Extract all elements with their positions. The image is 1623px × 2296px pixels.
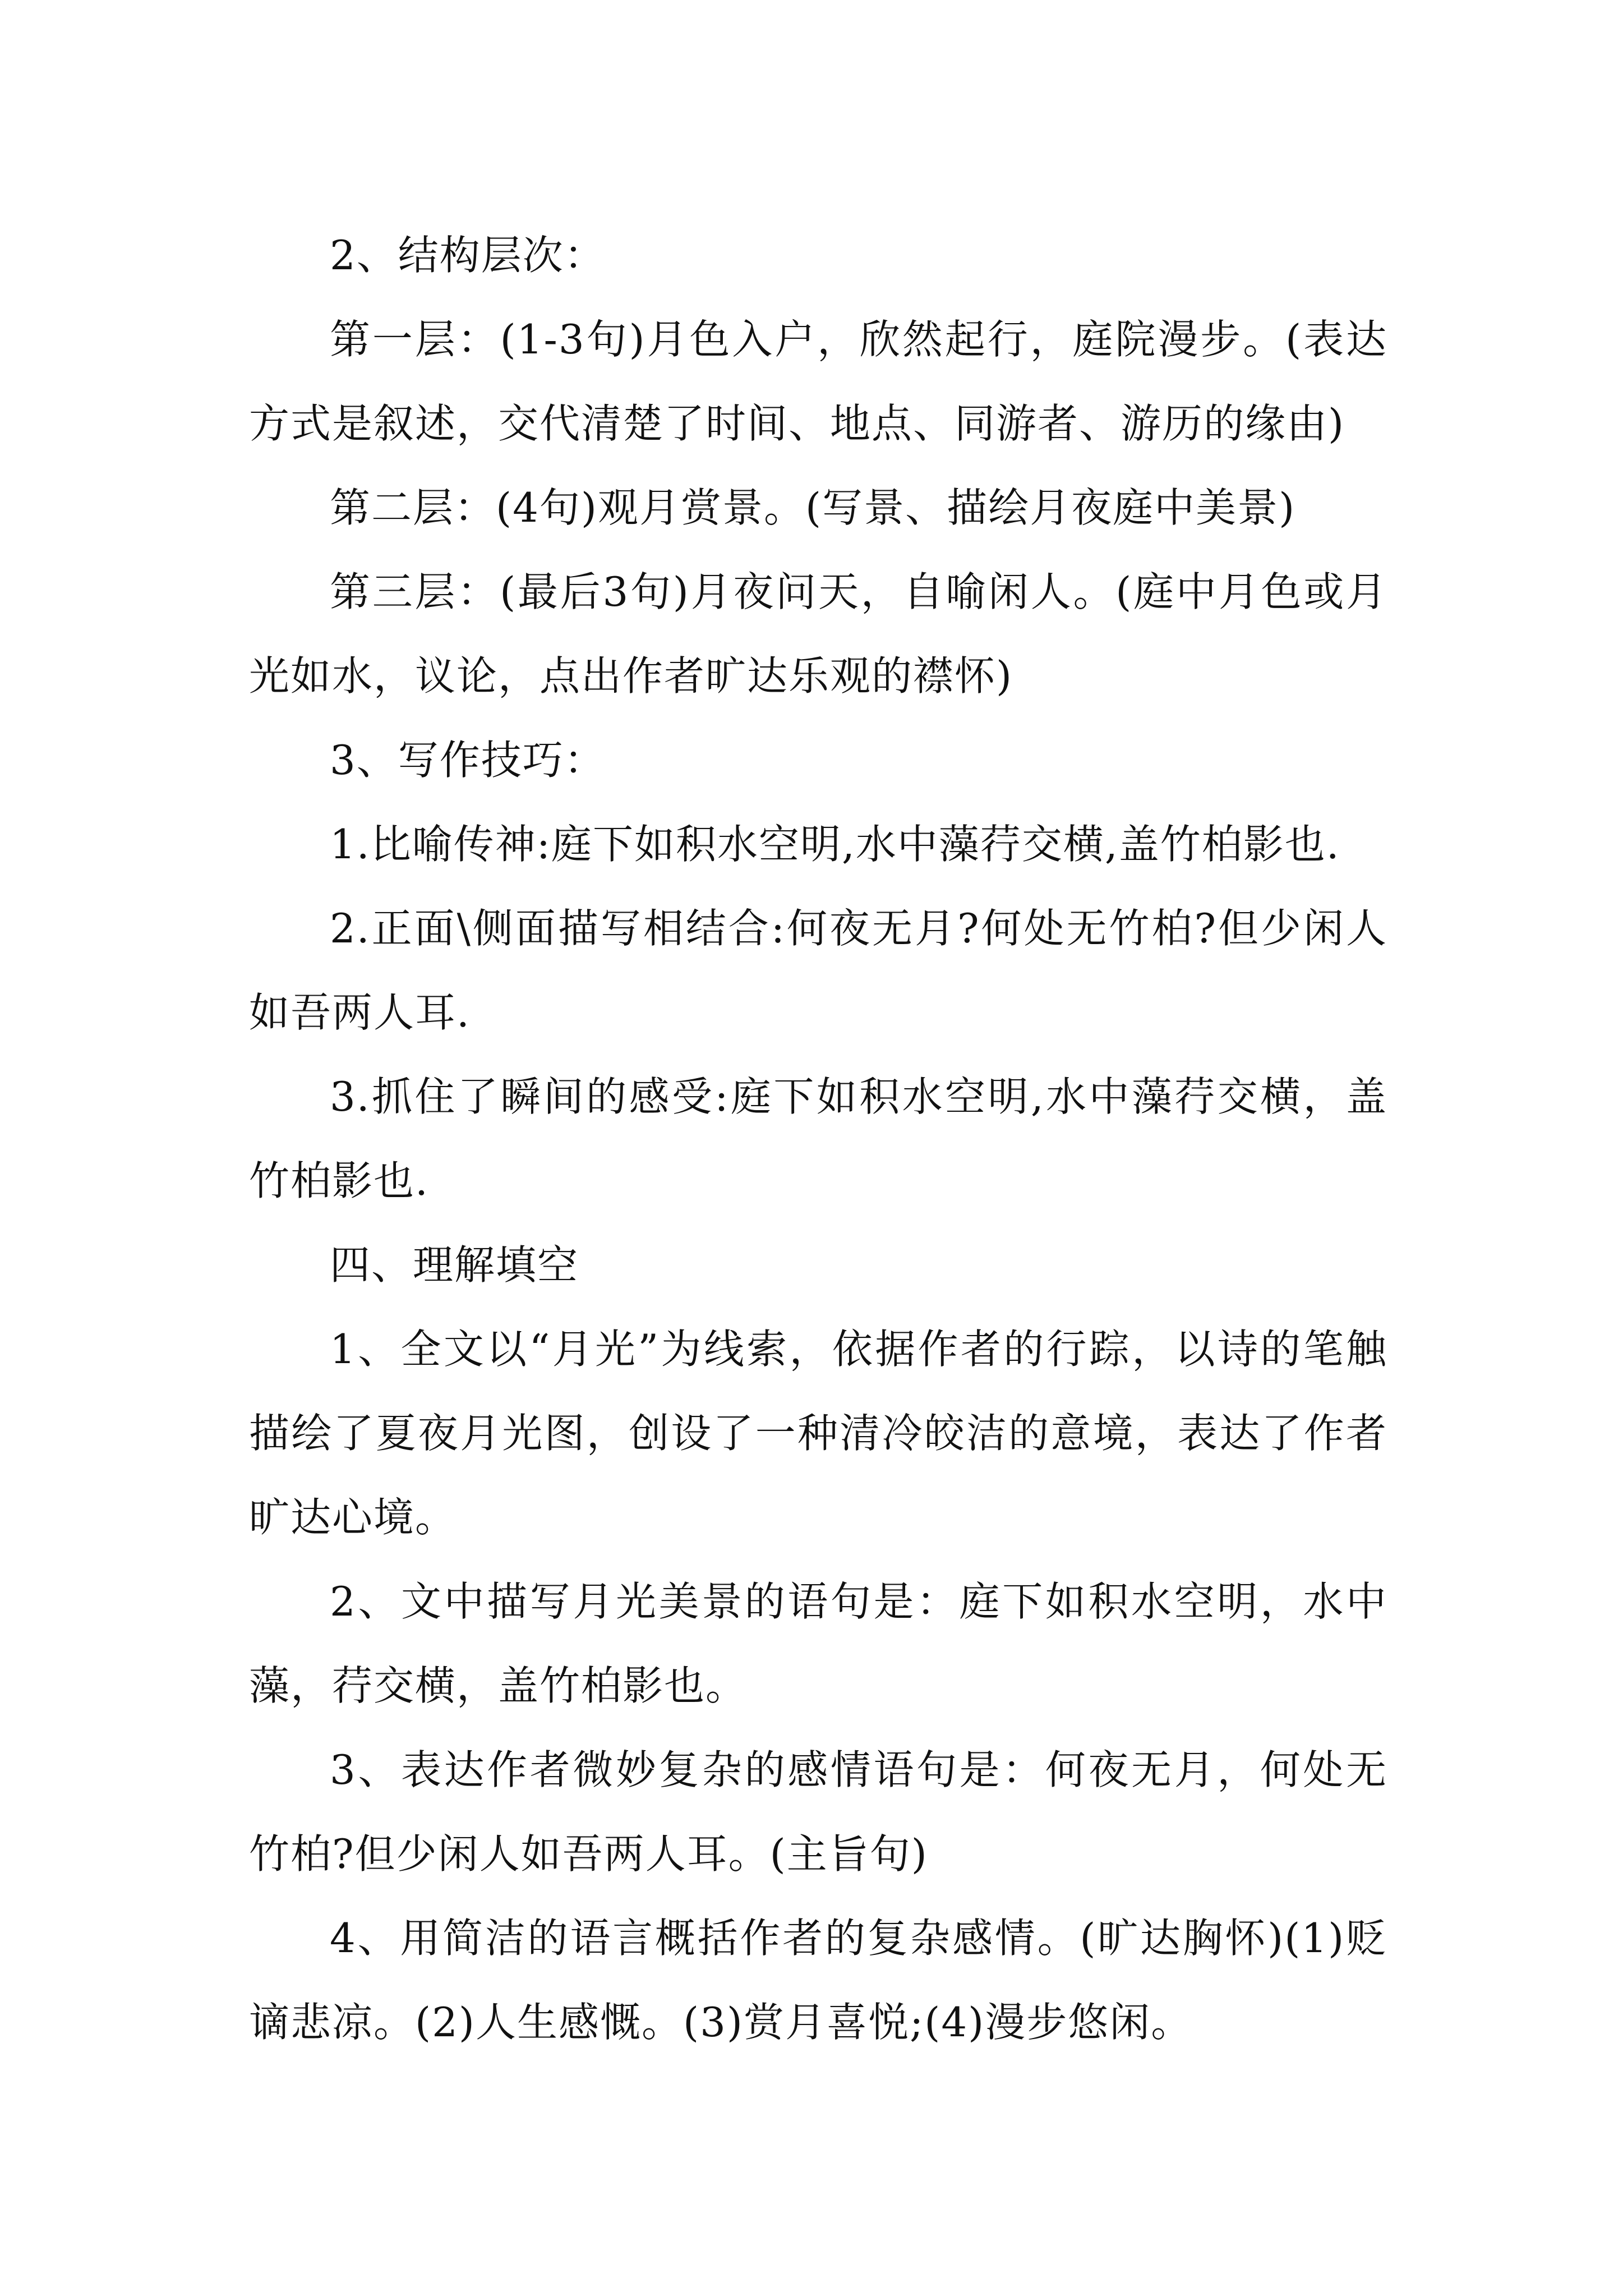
paragraph-fill-in-3: 3、表达作者微妙复杂的感情语句是：何夜无月，何处无竹柏?但少闲人如吾两人耳。(主旨句)	[249, 1746, 1387, 1878]
section-heading-techniques: 3、写作技巧：	[330, 737, 606, 784]
paragraph-fill-in-4: 4、用简洁的语言概括作者的复杂感情。(旷达胸怀)(1)贬谪悲凉。(2)人生感慨。(3)赏月喜悦;(4)漫步悠闲。	[249, 1915, 1387, 2046]
paragraph-layer-one: 第一层：(1-3句)月色入户，欣然起行，庭院漫步。(表达方式是叙述，交代清楚了时间、地点、同游者、游历的缘由)	[249, 316, 1387, 447]
paragraph-layer-two: 第二层：(4句)观月赏景。(写景、描绘月夜庭中美景)	[330, 484, 1296, 531]
section-heading-structure: 2、结构层次：	[330, 232, 606, 279]
paragraph-layer-three: 第三层：(最后3句)月夜问天，自喻闲人。(庭中月色或月光如水，议论，点出作者旷达乐观的襟怀)	[249, 568, 1387, 700]
paragraph-technique-3: 3.抓住了瞬间的感受:庭下如积水空明,水中藻荇交横，盖竹柏影也.	[249, 1073, 1387, 1204]
section-heading-fill-in: 四、理解填空	[330, 1241, 579, 1289]
document-body	[249, 213, 1387, 2064]
paragraph-technique-2: 2.正面\侧面描写相结合:何夜无月?何处无竹柏?但少闲人如吾两人耳.	[249, 905, 1387, 1036]
paragraph-fill-in-1: 1、全文以“月光”为线索，依据作者的行踪，以诗的笔触描绘了夏夜月光图，创设了一种清冷皎洁的意境，表达了作者旷达心境。	[249, 1326, 1387, 1541]
paragraph-technique-1: 1.比喻传神:庭下如积水空明,水中藻荇交横,盖竹柏影也.	[330, 821, 1340, 868]
paragraph-fill-in-2: 2、文中描写月光美景的语句是：庭下如积水空明，水中藻，荇交横，盖竹柏影也。	[249, 1578, 1387, 1709]
